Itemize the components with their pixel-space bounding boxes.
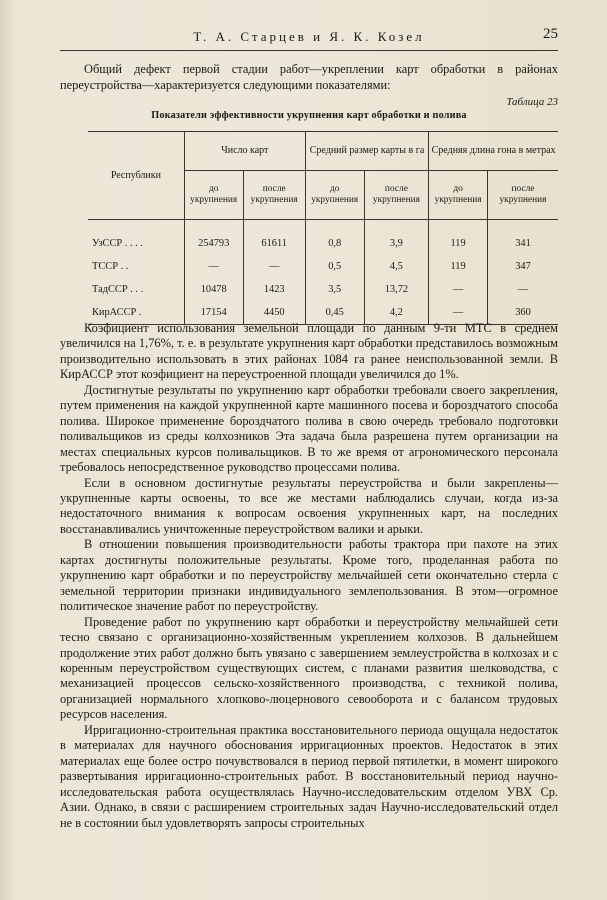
table-caption: Показатели эффективности укрупнения карт обработки и полива <box>151 110 467 121</box>
table-row <box>88 278 558 301</box>
header-authors: Т. А. Старцев и Я. К. Козел <box>193 29 425 44</box>
table-cell: 61611 <box>243 232 305 255</box>
group-header-count: Число карт <box>184 132 305 171</box>
table-cell: 119 <box>429 255 488 278</box>
sub-header-before: до укрупнения <box>305 171 364 220</box>
table-cell: 4,5 <box>364 255 429 278</box>
group-header-size: Средний размер карты в га <box>305 132 428 171</box>
page-number: 25 <box>543 26 558 42</box>
table-cell: 1423 <box>243 278 305 301</box>
running-header <box>60 28 558 51</box>
table-cell: — <box>184 255 243 278</box>
table-cell: 10478 <box>184 278 243 301</box>
table-row <box>88 232 558 255</box>
paragraph: В отношении повышения производительности работы трактора при пахоте на этих картах достигнуты положительные результаты. Кроме того, проделанная работа по укрупнению карт обработки и по переустройству мельчайшей сети окончательно стерла с земельной территории признаки индивидуального землепользования. В этом—огромное политическое значение работ по переустройству. <box>60 537 558 614</box>
table-cell: 341 <box>487 232 558 255</box>
table-cell: 0,5 <box>305 255 364 278</box>
table-cell: 119 <box>429 232 488 255</box>
table-cell: 254793 <box>184 232 243 255</box>
col-header-republic: Республики <box>88 132 184 220</box>
table-cell: 0,8 <box>305 232 364 255</box>
group-header-length: Средняя длина гона в метрах <box>429 132 558 171</box>
sub-header-before: до укрупнения <box>184 171 243 220</box>
data-table <box>88 131 558 325</box>
table-cell: — <box>429 278 488 301</box>
table-row <box>88 255 558 278</box>
table-cell: 347 <box>487 255 558 278</box>
body-text <box>60 321 558 831</box>
paragraph: Проведение работ по укрупнению карт обработки и переустройству мельчайшей сети тесно связано с организационно-хозяйственным укреплением колхозов. В дальнейшем продолжение этих работ должно быть увязано с завершением землеустройства в колхозах и с коренным переустройством существующих систем, с планами развития шелководства, с механизацией процессов сельско-хозяйственного производства, с техникой полива, организацией нормального хлопково-люцернового севооборота и с балансом трудовых ресурсов населения. <box>60 614 558 722</box>
table-cell: 4,2 <box>364 301 429 325</box>
row-label: УзССР . . . . <box>92 237 143 249</box>
table-cell: 3,9 <box>364 232 429 255</box>
table-cell: 13,72 <box>364 278 429 301</box>
table-cell: — <box>243 255 305 278</box>
table-cell: 17154 <box>184 301 243 325</box>
table-cell: 3,5 <box>305 278 364 301</box>
sub-header-before: до укрупнения <box>429 171 488 220</box>
sub-header-after: после укрупнения <box>487 171 558 220</box>
paragraph: Коэфициент использования земельной площади по данным 9-ти МТС в среднем увеличился на 1,76%, т. е. в результате укрупнения карт обработки представилось возможным производительно использовать в этих районах 1084 га ранее неиспользованной земли. В КирАССР этот коэфициент на переустроенной площади увеличился до 1%. <box>60 321 558 382</box>
table-cell: 360 <box>487 301 558 325</box>
row-label: ТССР . . <box>92 260 129 272</box>
intro-paragraph: Общий дефект первой стадии работ—укреплении карт обработки в районах переустройства—характеризуется следующими показателями: <box>60 62 558 92</box>
table-cell: — <box>429 301 488 325</box>
row-label: ТадССР . . . <box>92 283 144 295</box>
sub-header-after: после укрупнения <box>364 171 429 220</box>
row-label: КирАССР . <box>88 301 184 325</box>
table-cell: 4450 <box>243 301 305 325</box>
paragraph: Достигнутые результаты по укрупнению карт обработки требовали своего закрепления, путем применения на каждой укрупненной карте машинного посева и бороздчатого способа полива. Широкое применение бороздчатого полива в свою очередь требовало подготовки поливальщиков из среды колхозников Эта задача была разрешена путем организации на местах специальных курсов поливальщиков. В то же время от агрономического персонала требовалось непосредственное руководство процессами полива. <box>60 382 558 475</box>
table-cell: — <box>487 278 558 301</box>
sub-header-after: после укрупнения <box>243 171 305 220</box>
table-cell: 0,45 <box>305 301 364 325</box>
paragraph: Если в основном достигнутые результаты переустройства и были закреплены—укрупненные карты освоены, то все же местами наблюдались случаи, когда из-за недостаточного внимания к вопросам освоения укрупненных карт, на последних восстанавливались уничтоженные переустройством валики и арыки. <box>60 475 558 536</box>
table-number: Таблица 23 <box>506 96 558 108</box>
paragraph: Ирригационно-строительная практика восстановительного периода ощущала недостаток в материалах для научного обоснования ирригационных проектов. Недостаток в этих материалах еще более остро почувствовался в период первой пятилетки, в момент широкого развертывания ирригационно-строительных работ. В восстановительный период научно-исследовательская работа осуществлялась Научно-исследовательским отделом УВХ Ср. Азии. Однако, в связи с расширением строительных задач Научно-исследовательский отдел не в состоянии был удовлетворять запросы строительных <box>60 722 558 830</box>
